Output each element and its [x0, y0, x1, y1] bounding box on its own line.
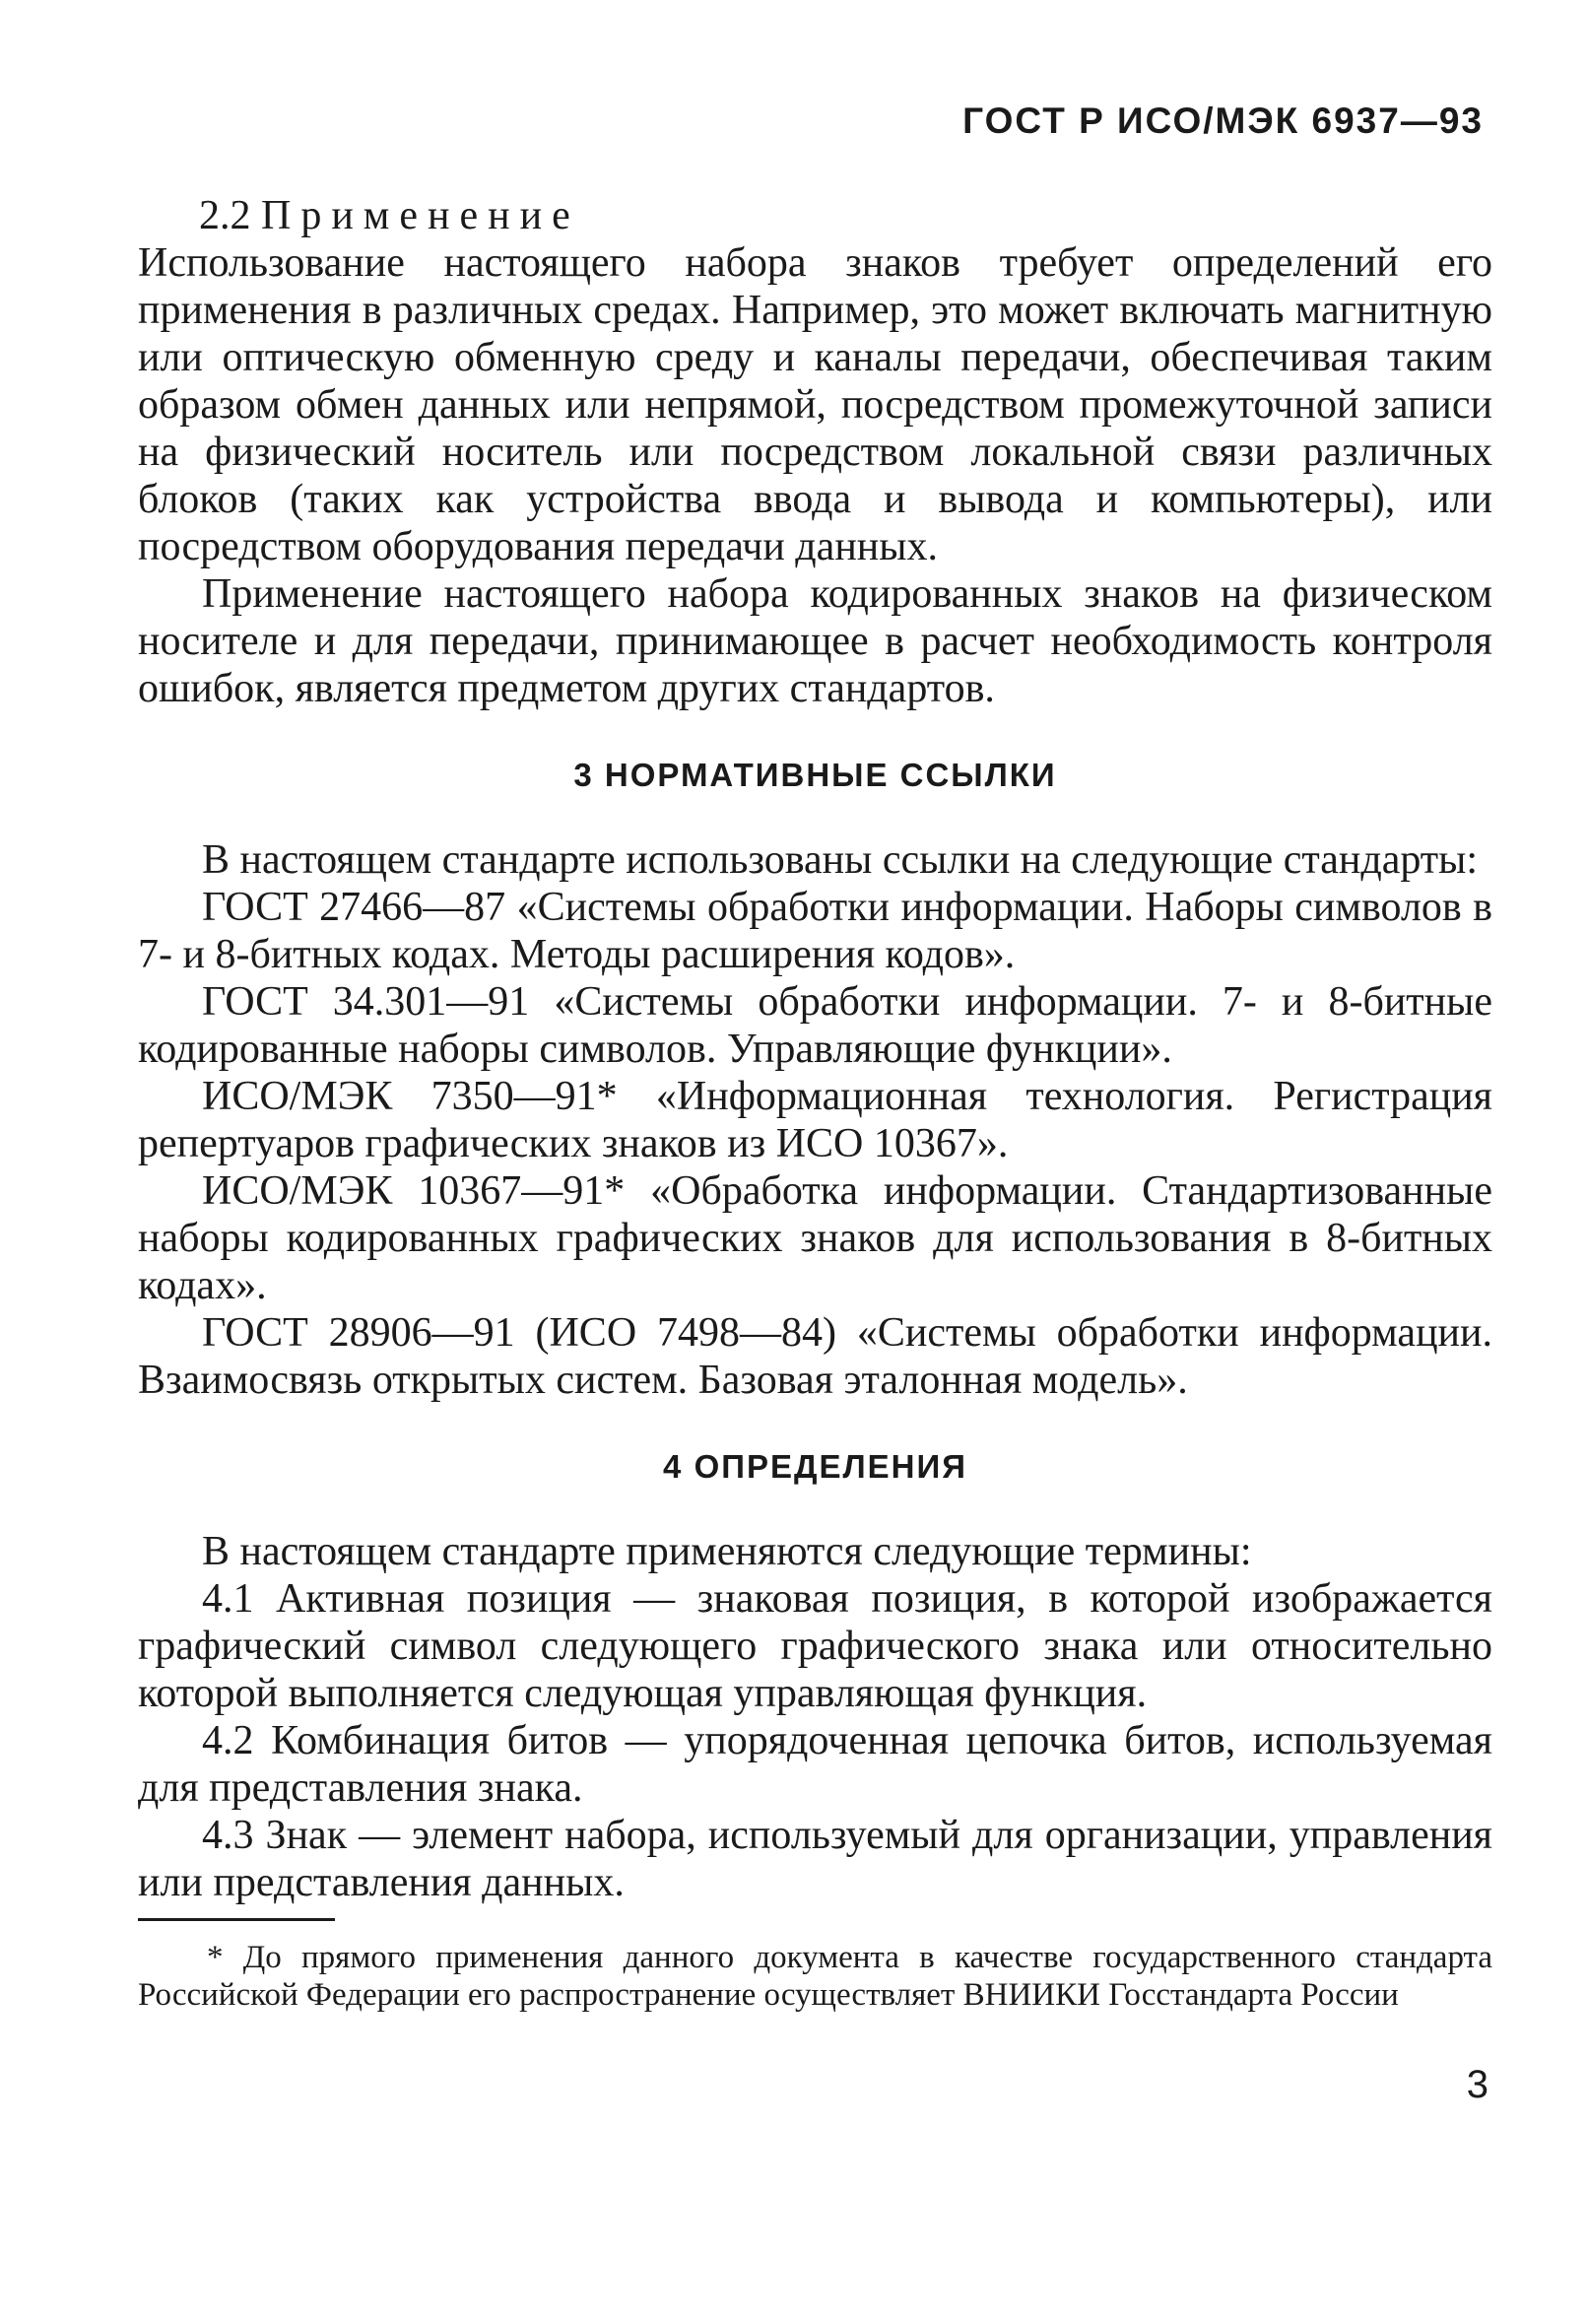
definition-item: 4.2 Комбинация битов — упорядоченная цепочка битов, используемая для представления знака. [138, 1718, 1492, 1811]
footnote-divider [138, 1918, 335, 1921]
section-2-2-title [138, 192, 1492, 239]
page-number: 3 [1466, 2063, 1488, 2106]
reference-item: ИСО/МЭК 7350—91* «Информационная технология. Регистрация репертуаров графических знаков из ИСО 10367». [138, 1074, 1492, 1166]
paragraph: Использование настоящего набора знаков требует определений его применения в различных средах. Например, это может включать магнитную или оптическую обменную среду и каналы передачи, обеспечивая таким образом обмен данных или непрямой, посредством промежуточной записи на физический носитель или посредством локальной связи различных блоков (таких как устройства ввода и вывода и компьютеры), или посредством оборудования передачи данных. [138, 240, 1492, 569]
paragraph: В настоящем стандарте использованы ссылки на следующие стандарты: [202, 837, 1479, 883]
paragraph: В настоящем стандарте применяются следующие термины: [202, 1529, 1252, 1574]
reference-item: ИСО/МЭК 10367—91* «Обработка информации. Стандартизованные наборы кодированных графических знаков для использования в 8-битных кодах». [138, 1168, 1492, 1308]
section-4-heading: 4 ОПРЕДЕЛЕНИЯ [663, 1448, 967, 1485]
section-2-2-number: 2.2 [199, 193, 251, 238]
reference-item: ГОСТ 28906—91 (ИСО 7498—84) «Системы обработки информации. Взаимосвязь открытых систем. Базовая эталонная модель». [138, 1310, 1492, 1403]
section-3-heading: 3 НОРМАТИВНЫЕ ССЫЛКИ [573, 757, 1057, 793]
definition-item: 4.3 Знак — элемент набора, используемый для организации, управления или представления данных. [138, 1813, 1492, 1905]
reference-item: ГОСТ 34.301—91 «Системы обработки информации. 7- и 8-битные кодированные наборы символов. Управляющие функции». [138, 979, 1492, 1072]
footnote: * До прямого применения данного документа в качестве государственного стандарта Российской Федерации его распространение осуществляет ВНИИКИ Госстандарта России [138, 1940, 1492, 2013]
paragraph: Применение настоящего набора кодированных знаков на физическом носителе и для передачи, принимающее в расчет необходимость контроля ошибок, является предметом других стандартов. [138, 571, 1492, 711]
section-2-2-label: Применение [261, 193, 580, 238]
definition-item: 4.1 Активная позиция — знаковая позиция, в которой изображается графический символ следующего графического знака или относительно которой выполняется следующая управляющая функция. [138, 1576, 1492, 1716]
page-content [138, 192, 1492, 2014]
reference-item: ГОСТ 27466—87 «Системы обработки информации. Наборы символов в 7- и 8-битных кодах. Методы расширения кодов». [138, 885, 1492, 977]
document-header: ГОСТ Р ИСО/МЭК 6937—93 [962, 100, 1484, 141]
